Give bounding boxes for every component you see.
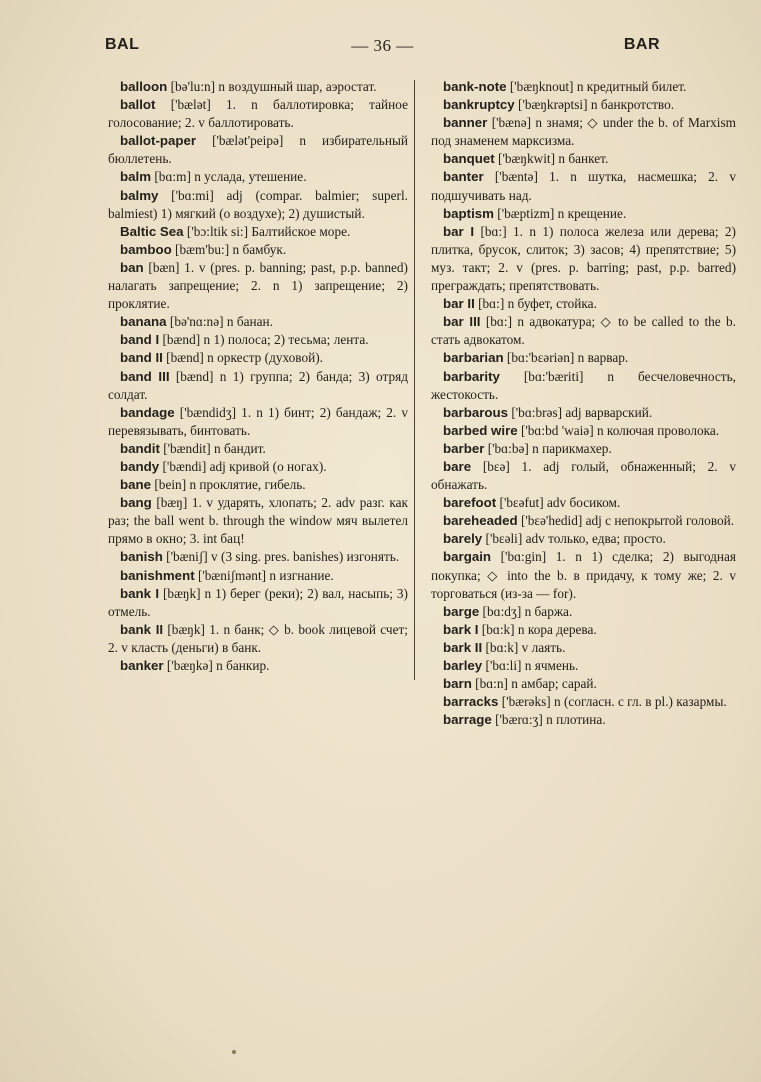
entry-headword: baptism (443, 205, 494, 221)
dictionary-entry (431, 548, 736, 602)
entry-definition: ['bæniʃmənt] n изгнание. (194, 567, 334, 583)
dictionary-entry (431, 494, 736, 512)
entry-definition: ['bɔ:ltik si:] Балтийское море. (183, 223, 351, 239)
entry-headword: band II (120, 350, 163, 366)
entry-definition: ['bælət] 1. n баллотировка; тайное голосование; 2. v баллотировать. (108, 97, 408, 131)
entry-definition: ['bɑ:gin] 1. n 1) сделка; 2) выгодная покупка; ◇ into the b. в придачу, к тому же; 2. v торговаться (из-за — for). (431, 549, 736, 601)
dictionary-entry (431, 693, 736, 711)
entry-definition: [bɑ:m] n услада, утешение. (151, 169, 307, 185)
entry-headword: bareheaded (443, 513, 518, 529)
dictionary-entry (431, 368, 736, 404)
entry-headword: balloon (120, 79, 168, 94)
entry-definition: [bein] n проклятие, гибель. (151, 477, 306, 493)
dictionary-entry (431, 603, 736, 621)
entry-definition: ['bæntə] 1. n шутка, насмешка; 2. v подшучивать над. (431, 169, 736, 203)
entry-headword: bandy (120, 458, 160, 474)
dictionary-entry (431, 458, 736, 494)
dictionary-entry (108, 458, 408, 476)
entry-headword: bar III (443, 314, 481, 330)
entry-definition: [bænd] n 1) группа; 2) банда; 3) отряд солдат. (108, 368, 408, 402)
entry-definition: ['bæŋknout] n кредитный билет. (506, 79, 687, 94)
entry-definition: ['bæniʃ] v (3 sing. pres. banishes) изгонять. (162, 549, 400, 565)
entry-definition: ['bɛə'hedid] adj с непокрытой головой. (517, 513, 735, 529)
entry-definition: [bæŋk] n 1) берег (реки); 2) вал, насыпь; 3) отмель. (108, 585, 408, 619)
dictionary-entry (431, 675, 736, 693)
entry-headword: bank-note (443, 79, 507, 94)
entry-headword: ballot-paper (120, 133, 197, 149)
dictionary-entry (108, 187, 408, 223)
dictionary-entry (108, 368, 408, 404)
entry-headword: banana (120, 314, 167, 330)
entry-definition: [bɑ:'bæriti] n бесчеловечность, жестокость. (431, 368, 736, 402)
page-header (105, 36, 660, 58)
entry-headword: barge (443, 603, 480, 619)
entry-definition: [bɑ:n] n амбар; сарай. (471, 676, 597, 692)
entry-headword: band III (120, 368, 170, 384)
dictionary-entry (108, 404, 408, 440)
dictionary-entry (108, 567, 408, 585)
entry-headword: bandage (120, 404, 175, 420)
dictionary-entry (431, 205, 736, 223)
entry-headword: barrage (443, 712, 492, 728)
dictionary-entry (108, 494, 408, 548)
entry-headword: bare (443, 458, 472, 474)
dictionary-entry (431, 96, 736, 114)
entry-headword: barley (443, 658, 483, 673)
entry-definition: ['bænə] n знамя; ◇ under the b. of Marxism под знаменем марксизма. (431, 115, 736, 149)
dictionary-entry (431, 404, 736, 422)
entry-headword: barbarity (443, 368, 500, 384)
entry-definition: ['bærəks] n (согласн. с гл. в pl.) казармы. (498, 694, 727, 710)
entry-headword: balmy (120, 187, 159, 203)
dictionary-entry (108, 585, 408, 621)
entry-headword: Baltic Sea (120, 223, 184, 239)
dictionary-entry (431, 168, 736, 204)
dictionary-entry (431, 150, 736, 168)
dictionary-entry (108, 331, 408, 349)
dictionary-entry (431, 512, 736, 530)
entry-headword: bark II (443, 639, 483, 655)
entry-definition: [bænd] n оркестр (духовой). (162, 350, 323, 366)
entry-headword: bandit (120, 440, 160, 456)
entry-definition: ['bæŋkrəptsi] n банкротство. (514, 97, 675, 113)
entry-headword: barbarian (443, 350, 504, 366)
header-right-guideword: BAR (623, 36, 660, 53)
entry-definition: [bɑ:'bɛəriən] n варвар. (503, 350, 629, 366)
dictionary-entry (431, 639, 736, 657)
dictionary-entry (431, 223, 736, 295)
dictionary-entry (431, 621, 736, 639)
entry-definition: ['bælət'peipə] n избирательный бюллетень. (108, 133, 408, 167)
entry-headword: band I (120, 332, 160, 348)
entry-headword: barn (443, 676, 472, 692)
entry-definition: ['bændit] n бандит. (159, 440, 266, 456)
dictionary-entry (108, 476, 408, 494)
entry-definition: [bɑ:k] v лаять. (482, 639, 566, 655)
entry-definition: ['bɑ:li] n ячмень. (482, 658, 579, 673)
entry-headword: barbed wire (443, 422, 518, 438)
entry-definition: ['bɑ:mi] adj (compar. balmier; superl. balmiest) 1) мягкий (о воздухе); 2) душистый. (108, 187, 408, 221)
entry-headword: banquet (443, 151, 495, 167)
entry-headword: barber (443, 440, 485, 456)
entry-headword: ban (120, 259, 144, 275)
column-divider (414, 80, 415, 680)
entry-definition: [bɛə] 1. adj голый, обнаженный; 2. v обнажать. (431, 458, 736, 493)
dictionary-entry (108, 440, 408, 458)
entry-definition: [bæŋ] 1. v ударять, хлопать; 2. adv разг. как раз; the ball went b. through the window мяч вылетел прямо в окно; 3. int бац! (108, 495, 408, 547)
entry-definition: ['bɑ:bd 'waiə] n колючая проволока. (517, 422, 720, 438)
entry-definition: ['bærɑ:ʒ] n плотина. (491, 712, 606, 728)
entry-headword: banner (443, 115, 488, 131)
entry-definition: [bæn] 1. v (pres. p. banning; past, p.p. banned) налагать запрещение; 2. n 1) запрещение; 2) проклятие. (108, 259, 408, 312)
dictionary-entry (431, 422, 736, 440)
entry-definition: [bænd] n 1) полоса; 2) тесьма; лента. (159, 332, 369, 348)
entry-definition: ['bæptizm] n крещение. (493, 205, 627, 221)
entry-definition: [bɑ:] n буфет, стойка. (474, 296, 597, 312)
dictionary-entry (108, 349, 408, 367)
dictionary-entry (108, 657, 408, 675)
entry-definition: [bə'lu:n] n воздушный шар, аэростат. (167, 79, 377, 94)
entry-headword: bar I (443, 223, 475, 239)
entry-headword: banishment (120, 567, 195, 583)
entry-definition: ['bændi] adj кривой (о ногах). (159, 458, 327, 474)
entry-definition: ['bɑ:brəs] adj варварский. (508, 404, 653, 420)
entry-definition: ['bæŋkwit] n банкет. (494, 151, 609, 167)
entry-headword: barely (443, 531, 483, 547)
paper-speck (232, 1050, 236, 1054)
page-number: — 36 — (351, 36, 414, 55)
entry-definition: ['bɛəfut] adv босиком. (496, 495, 621, 511)
dictionary-entry (108, 313, 408, 331)
entry-headword: banker (120, 658, 164, 673)
dictionary-entry (108, 132, 408, 168)
entry-headword: bane (120, 477, 152, 493)
dictionary-entry (431, 78, 736, 96)
entry-headword: barefoot (443, 495, 497, 511)
entry-definition: [bɑ:k] n кора дерева. (478, 621, 597, 637)
header-left-guideword: BAL (105, 36, 140, 53)
entry-headword: balm (120, 169, 152, 185)
dictionary-entry (431, 440, 736, 458)
entry-headword: barracks (443, 694, 499, 710)
dictionary-entry (431, 657, 736, 675)
dictionary-entry (108, 621, 408, 657)
entry-definition: ['bɑ:bə] n парикмахер. (484, 440, 612, 456)
dictionary-entry (431, 349, 736, 367)
entry-headword: banter (443, 169, 484, 185)
entry-definition: [bɑ:] 1. n 1) полоса железа или дерева; 2) плитка, брусок, слиток; 3) засов; 4) препятствие; 5) муз. такт; 2. v (pres. p. barring; past, p.p. barred) преграждать; препятствовать. (431, 223, 736, 294)
entry-headword: bargain (443, 549, 492, 565)
entry-headword: bang (120, 495, 152, 511)
entry-definition: ['bɛəli] adv только, едва; просто. (482, 531, 666, 547)
dictionary-entry (108, 241, 408, 259)
entry-headword: banish (120, 549, 163, 565)
entry-headword: bank II (120, 621, 164, 637)
dictionary-entry (431, 295, 736, 313)
dictionary-entry (431, 530, 736, 548)
entry-headword: bamboo (120, 241, 172, 257)
entry-definition: [bɑ:dʒ] n баржа. (479, 603, 573, 619)
dictionary-entry (108, 548, 408, 566)
dictionary-entry (431, 711, 736, 729)
left-column (108, 78, 408, 675)
entry-definition: [bɑ:] n адвокатура; ◇ to be called to the b. стать адвокатом. (431, 314, 736, 348)
entry-headword: ballot (120, 97, 156, 113)
entry-definition: [bə'nɑ:nə] n банан. (166, 314, 273, 330)
dictionary-entry (108, 223, 408, 241)
entry-definition: ['bændidʒ] 1. n 1) бинт; 2) бандаж; 2. v перевязывать, бинтовать. (108, 404, 408, 438)
dictionary-entry (108, 259, 408, 313)
entry-headword: bar II (443, 296, 475, 312)
entry-headword: bank I (120, 585, 160, 601)
entry-headword: barbarous (443, 404, 509, 420)
entry-definition: [bæŋk] 1. n банк; ◇ b. book лицевой счет; 2. v класть (деньги) в банк. (108, 621, 408, 655)
entry-definition: ['bæŋkə] n банкир. (163, 658, 270, 673)
dictionary-entry (431, 114, 736, 150)
entry-definition: [bæm'bu:] n бамбук. (171, 241, 287, 257)
right-column (431, 78, 736, 729)
dictionary-entry (431, 313, 736, 349)
dictionary-entry (108, 96, 408, 132)
dictionary-entry (108, 78, 408, 96)
entry-headword: bark I (443, 621, 479, 637)
entry-headword: bankruptcy (443, 97, 515, 113)
dictionary-entry (108, 168, 408, 186)
